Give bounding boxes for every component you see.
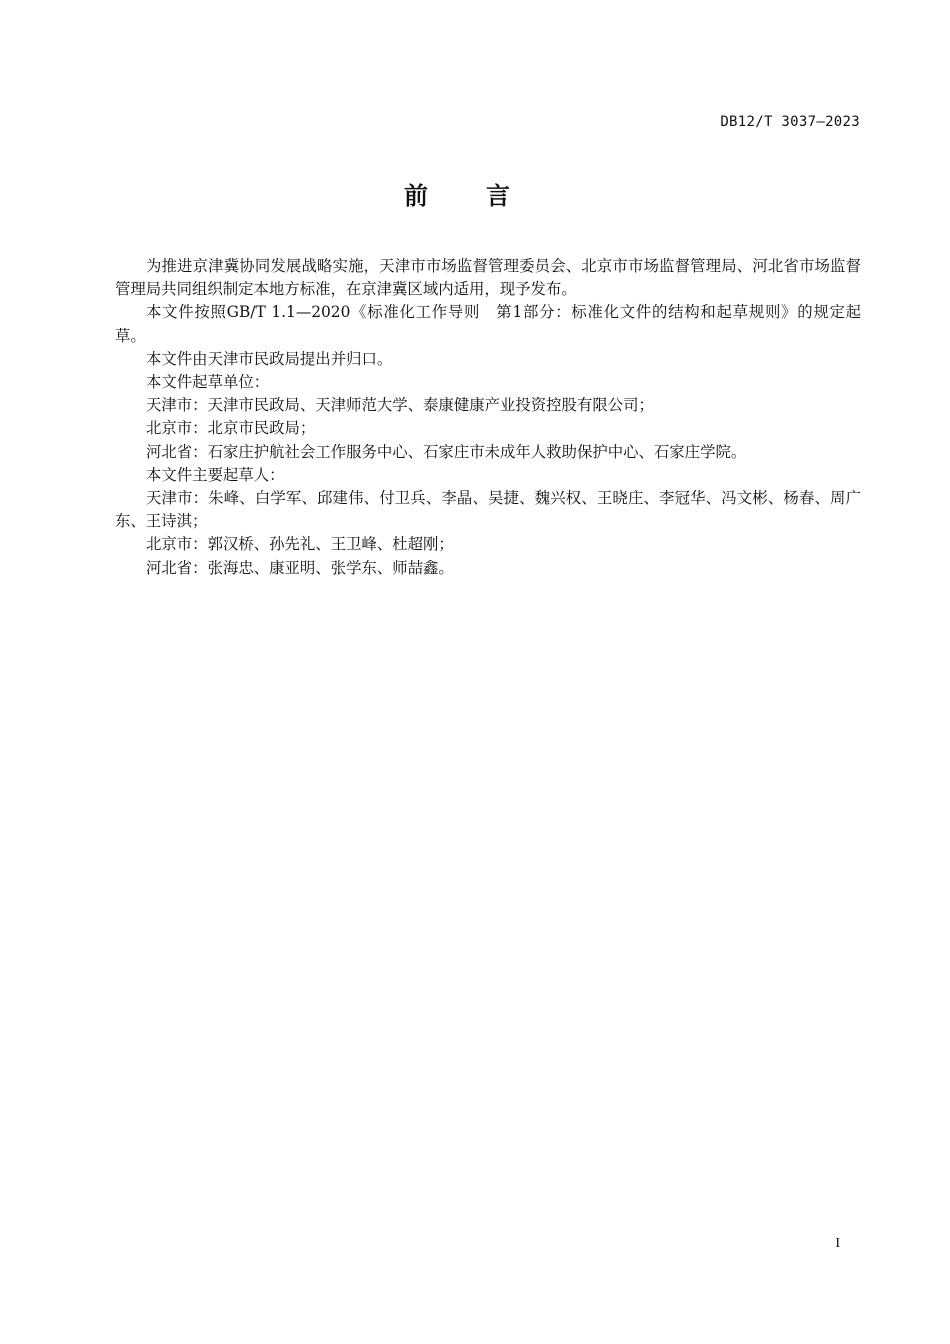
paragraph-units-tianjin: 天津市：天津市民政局、天津师范大学、泰康健康产业投资控股有限公司；: [146, 396, 654, 415]
page-number: I: [835, 1236, 840, 1251]
paragraph-purpose: 为推进京津冀协同发展战略实施，天津市市场监督管理委员会、北京市市场监督管理局、河北省市场监督管理局共同组织制定本地方标准，在京津冀区域内适用，现予发布。: [115, 257, 861, 299]
paragraph-drafting-units-heading: 本文件起草单位：: [146, 373, 270, 392]
paragraph-units-hebei: 河北省：石家庄护航社会工作服务中心、石家庄市未成年人救助保护中心、石家庄学院。: [146, 442, 747, 461]
document-code: DB12/T 3037—2023: [720, 114, 860, 130]
paragraph-drafters-tianjin: 天津市：朱峰、白学军、邱建伟、付卫兵、李晶、吴捷、魏兴权、王晓庄、李冠华、冯文彬、杨春、周广东、王诗淇；: [115, 489, 861, 531]
page-title: 前言: [404, 182, 568, 210]
foreword-body: [115, 255, 861, 580]
paragraph-drafting-rules: 本文件按照GB/T 1.1—2020《标准化工作导则 第1部分：标准化文件的结构和起草规则》的规定起草。: [115, 303, 861, 345]
paragraph-drafters-beijing: 北京市：郭汉桥、孙先礼、王卫峰、杜超刚；: [146, 535, 454, 554]
paragraph-units-beijing: 北京市：北京市民政局；: [146, 419, 316, 438]
paragraph-drafters-hebei: 河北省：张海忠、康亚明、张学东、师喆鑫。: [146, 558, 454, 577]
paragraph-drafters-heading: 本文件主要起草人：: [146, 465, 285, 484]
paragraph-proposer: 本文件由天津市民政局提出并归口。: [146, 349, 393, 368]
